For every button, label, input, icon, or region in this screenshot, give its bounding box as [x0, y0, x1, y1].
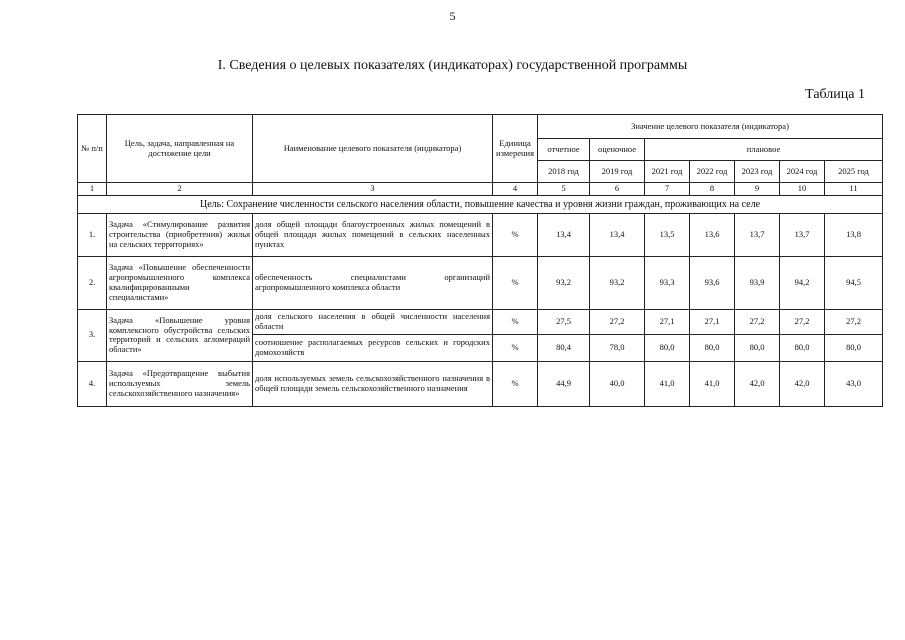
- unit-cell: %: [493, 309, 538, 334]
- value-cell: 42,0: [735, 361, 780, 406]
- header-values-group: Значение целевого показателя (индикатора): [538, 115, 883, 139]
- indicator-cell: обеспеченность специалистами организаций агропромышленного комплекса области: [253, 256, 493, 309]
- value-cell: 93,2: [590, 256, 645, 309]
- row-number: 4.: [78, 361, 107, 406]
- column-number: 11: [825, 183, 883, 196]
- column-number: 10: [780, 183, 825, 196]
- header-row-1: [78, 115, 883, 139]
- indicator-cell: доля общей площади благоустроенных жилых помещений в общей площади жилых помещений в сельских населенных пунктах: [253, 213, 493, 256]
- value-cell: 93,3: [645, 256, 690, 309]
- column-number: 1: [78, 183, 107, 196]
- header-estimated: оценочное: [590, 139, 645, 161]
- table-row: [78, 361, 883, 406]
- value-cell: 41,0: [690, 361, 735, 406]
- value-cell: 27,2: [590, 309, 645, 334]
- value-cell: 13,6: [690, 213, 735, 256]
- value-cell: 41,0: [645, 361, 690, 406]
- year-cell: 2022 год: [690, 161, 735, 183]
- unit-cell: %: [493, 256, 538, 309]
- value-cell: 13,4: [538, 213, 590, 256]
- page-number: 5: [449, 9, 456, 23]
- value-cell: 13,8: [825, 213, 883, 256]
- header-num: № п/п: [78, 115, 107, 183]
- table-row: [78, 213, 883, 256]
- document-title: I. Сведения о целевых показателях (индикаторах) государственной программы: [217, 58, 688, 73]
- year-cell: 2025 год: [825, 161, 883, 183]
- value-cell: 80,0: [735, 334, 780, 361]
- value-cell: 44,9: [538, 361, 590, 406]
- year-cell: 2021 год: [645, 161, 690, 183]
- value-cell: 80,0: [690, 334, 735, 361]
- value-cell: 78,0: [590, 334, 645, 361]
- column-number: 3: [253, 183, 493, 196]
- column-number: 8: [690, 183, 735, 196]
- value-cell: 93,9: [735, 256, 780, 309]
- task-cell: Задача «Повышение обеспеченности агропромышленного комплекса квалифицированными специалистами»: [107, 256, 253, 309]
- value-cell: 27,1: [690, 309, 735, 334]
- indicator-cell: соотношение располагаемых ресурсов сельских и городских домохозяйств: [253, 334, 493, 361]
- header-unit: Единица измерения: [493, 115, 538, 183]
- value-cell: 13,5: [645, 213, 690, 256]
- value-cell: 13,4: [590, 213, 645, 256]
- column-number: 2: [107, 183, 253, 196]
- value-cell: 80,4: [538, 334, 590, 361]
- value-cell: 94,5: [825, 256, 883, 309]
- column-number: 5: [538, 183, 590, 196]
- value-cell: 27,2: [780, 309, 825, 334]
- value-cell: 80,0: [825, 334, 883, 361]
- table-row: [78, 256, 883, 309]
- task-cell: Задача «Стимулирование развития строительства (приобретения) жилья на сельских территориях»: [107, 213, 253, 256]
- header-goal: Цель, задача, направленная на достижение цели: [107, 115, 253, 183]
- row-number: 3.: [78, 309, 107, 361]
- indicator-cell: доля сельского населения в общей численности населения области: [253, 309, 493, 334]
- indicators-table: [77, 114, 883, 407]
- indicator-cell: доля используемых земель сельскохозяйственного назначения в общей площади земель сельскохозяйственного назначения: [253, 361, 493, 406]
- row-number: 1.: [78, 213, 107, 256]
- year-cell: 2018 год: [538, 161, 590, 183]
- header-reported: отчетное: [538, 139, 590, 161]
- unit-cell: %: [493, 213, 538, 256]
- value-cell: 42,0: [780, 361, 825, 406]
- unit-cell: %: [493, 334, 538, 361]
- value-cell: 80,0: [645, 334, 690, 361]
- row-number: 2.: [78, 256, 107, 309]
- task-cell: Задача «Предотвращение выбытия используемых земель сельскохозяйственного назначения»: [107, 361, 253, 406]
- value-cell: 43,0: [825, 361, 883, 406]
- value-cell: 27,2: [825, 309, 883, 334]
- goal-text: Цель: Сохранение численности сельского населения области, повышение качества и уровня жизни граждан, проживающих на селе: [78, 195, 883, 213]
- column-number: 7: [645, 183, 690, 196]
- value-cell: 13,7: [735, 213, 780, 256]
- value-cell: 13,7: [780, 213, 825, 256]
- column-number: 4: [493, 183, 538, 196]
- unit-cell: %: [493, 361, 538, 406]
- header-planned: плановое: [645, 139, 883, 161]
- value-cell: 27,1: [645, 309, 690, 334]
- task-cell: Задача «Повышение уровня комплексного обустройства сельских территорий и сельских агломераций области»: [107, 309, 253, 361]
- table-row: [78, 309, 883, 334]
- year-cell: 2023 год: [735, 161, 780, 183]
- year-cell: 2024 год: [780, 161, 825, 183]
- header-indicator: Наименование целевого показателя (индикатора): [253, 115, 493, 183]
- value-cell: 94,2: [780, 256, 825, 309]
- year-cell: 2019 год: [590, 161, 645, 183]
- table-label: Таблица 1: [805, 87, 865, 102]
- column-numbers-row: [78, 183, 883, 196]
- column-number: 9: [735, 183, 780, 196]
- value-cell: 27,5: [538, 309, 590, 334]
- column-number: 6: [590, 183, 645, 196]
- value-cell: 80,0: [780, 334, 825, 361]
- goal-row: [78, 195, 883, 213]
- value-cell: 93,2: [538, 256, 590, 309]
- value-cell: 40,0: [590, 361, 645, 406]
- value-cell: 27,2: [735, 309, 780, 334]
- value-cell: 93,6: [690, 256, 735, 309]
